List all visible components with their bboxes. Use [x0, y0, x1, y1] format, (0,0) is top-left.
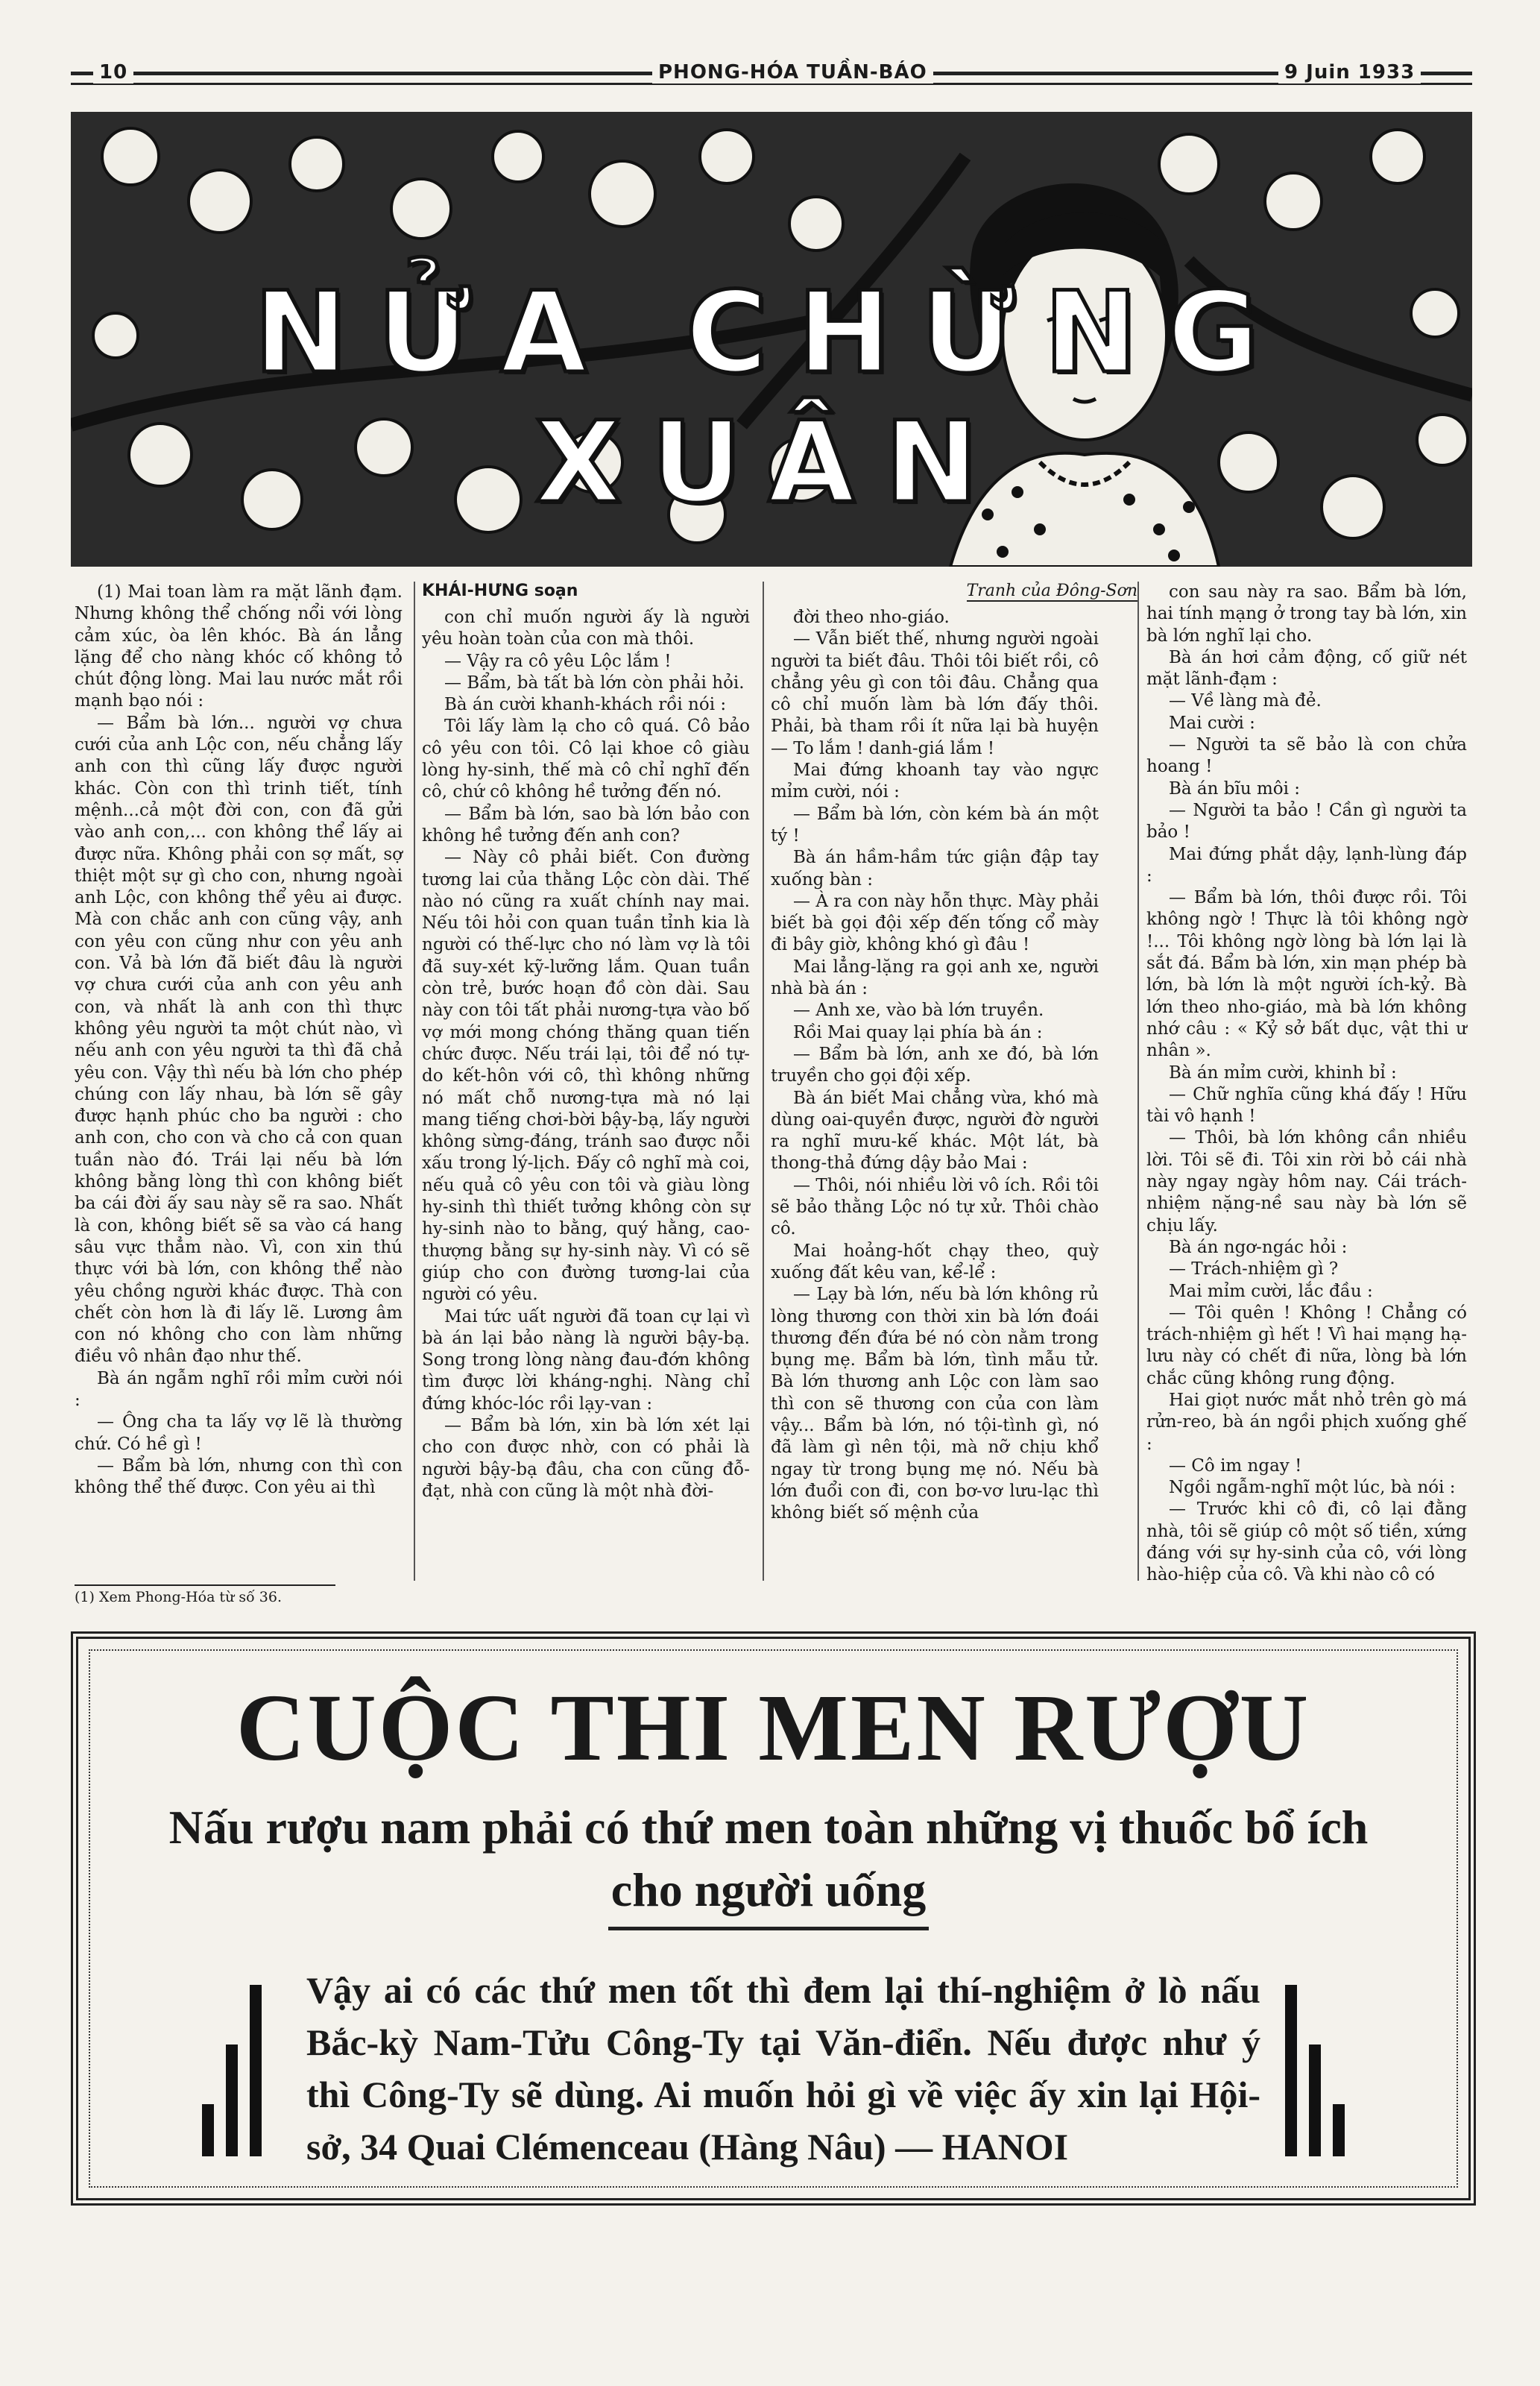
article-column-3	[771, 582, 1099, 1524]
paragraph: Bà án biết Mai chẳng vừa, khó mà dùng oai-quyền được, người đờ người ra nghĩ mưu-kế khác. Một lát, bà thong-thả đứng dậy bảo Mai :	[771, 1088, 1099, 1174]
bar-ornament-right	[1285, 1985, 1345, 2156]
paragraph: Mai mỉm cười, lắc đầu :	[1169, 1281, 1373, 1301]
article-column-4	[1146, 582, 1467, 1587]
paragraph: — Bẩm bà lớn, còn kém bà án một tý !	[771, 804, 1099, 846]
paragraph: Bà án hơi cảm động, cố giữ nét mặt lãnh-đạm :	[1146, 647, 1467, 690]
paragraph: — Vẫn biết thế, nhưng người ngoài người ta biết đâu. Thôi tôi biết rồi, cô chẳng yêu gì con tôi đâu. Chẳng qua cô chỉ muốn làm bà lớn đấy thôi. Phải, bà tham rồi ít nữa lại bà huyện — To lắm ! danh-giá lắm !	[771, 629, 1099, 758]
paragraph: Rồi Mai quay lại phía bà án :	[793, 1022, 1043, 1042]
paragraph: Bà án bĩu môi :	[1169, 778, 1301, 799]
ad-body: Vậy ai có các thứ men tốt thì đem lại thí-nghiệm ở lò nấu Bắc-kỳ Nam-Tửu Công-Ty tại Văn-điển. Nếu được như ý thì Công-Ty sẽ dùng. Ai muốn hỏi gì về việc ấy xin lại Hội-sở, 34 Quai Clémenceau (Hàng Nâu) — HANOI	[306, 1969, 1260, 2168]
paragraph: Mai tức uất người đã toan cự lại vì bà án lại bảo nàng là người bậy-bạ. Song trong lòng nàng đau-đớn không tìm được lời kháng-nghị. Nàng chỉ đứng khóc-lóc rồi lạy-van :	[422, 1306, 750, 1414]
paragraph: — Thôi, nói nhiều lời vô ích. Rồi tôi sẽ bảo thằng Lộc nó tự xử. Thôi chào cô.	[771, 1175, 1099, 1239]
paragraph: con chỉ muốn người ấy là người yêu hoàn toàn của con mà thôi.	[422, 608, 750, 649]
paragraph: Mai lẳng-lặng ra gọi anh xe, người nhà bà án :	[771, 957, 1099, 999]
page-number: 10	[93, 61, 133, 84]
paragraph: — Tôi quên ! Không ! Chẳng có trách-nhiệm gì hết ! Vì hai mạng hạ-lưu này có chết đi nữa, lòng bà lớn chắc cũng không rung động.	[1146, 1303, 1467, 1388]
paragraph: — Bẩm, bà tất bà lớn còn phải hỏi.	[444, 673, 745, 693]
paragraph: Bà án ngẫm nghĩ rồi mỉm cười nói :	[75, 1368, 403, 1410]
paragraph: Bà án hầm-hầm tức giận đập tay xuống bàn :	[771, 848, 1099, 890]
paragraph: — Bẩm bà lớn... người vợ chưa cưới của anh Lộc con, nếu chẳng lấy anh con thì cũng lấy được người khác. Còn con thì trinh tiết, tính mệnh...cả một đời con, con đã gửi vào anh con,... con không thể lấy ai được nữa. Không phải con sợ mất, sợ thiệt một sự gì cho con, nhưng ngoài anh Lộc, con không thể yêu ai được. Mà con chắc anh con cũng vậy, anh con yêu con cũng như con yêu anh con. Vả bà lớn đã biết đâu là người vợ chưa cưới của anh con yêu anh con, và nhất là anh con thì thực không yêu người ta một chút nào, vì nếu anh con yêu người ta thì đã chả yêu con. Vậy thì nếu bà lớn cho phép chúng con lấy nhau, bà lớn sẽ gây được hạnh phúc cho ba người : cho anh con, cho con và cho cả con quan tuần nào đó. Trái lại nếu bà lớn không bằng lòng thì con không biết ba cái đời ấy sau này sẽ ra sao. Nhất là con, không biết sẽ sa vào cá hang sâu vực thẳm nào. Vì, con xin thú thực với bà lớn, con không thể nào yêu chồng người khác được. Thà con chết còn hơn là đi lấy lẽ. Lương âm con nó không cho con làm những điều vô nhân đạo như thế.	[75, 713, 403, 1367]
paragraph: — Anh xe, vào bà lớn truyền.	[793, 1001, 1044, 1021]
article-column-1	[75, 582, 403, 1499]
article-column-2	[422, 582, 750, 1502]
story-title: NỬA CHỪNG XUÂN	[253, 268, 1290, 528]
footnote: (1) Xem Phong-Hóa từ số 36.	[75, 1584, 335, 1605]
paragraph: Ngồi ngẫm-nghĩ một lúc, bà nói :	[1169, 1478, 1456, 1498]
column-divider	[763, 582, 764, 1581]
paragraph: — Cô im ngay !	[1169, 1455, 1302, 1476]
paragraph: Bà án ngơ-ngác hỏi :	[1169, 1237, 1348, 1257]
paragraph: — Trước khi cô đi, cô lại đằng nhà, tôi sẽ giúp cô một số tiền, xứng đáng với sự hy-sinh của cô, với lòng hào-hiệp của cô. Và khi nào cô có	[1146, 1499, 1467, 1585]
paragraph: Bà án cười khanh-khách rồi nói :	[444, 695, 727, 715]
paragraph: — Lạy bà lớn, nếu bà lớn không rủ lòng thương con thời xin bà lớn đoái thương đến đứa bé nó còn nằm trong bụng mẹ. Bẩm bà lớn, tình mẫu tử. Bà lớn thương anh Lộc con làm sao thì con sẽ thương con của con làm vậy... Bẩm bà lớn, nó tội-tình gì, nó đã làm gì nên tội, mà nỡ chịu khổ ngay từ trong bụng mẹ nó. Nếu bà lớn đuổi con đi, con bơ-vơ lưu-lạc thì không biết số mệnh của	[771, 1285, 1099, 1523]
advertisement	[71, 1631, 1476, 2206]
paragraph: — Bẩm bà lớn, anh xe đó, bà lớn truyền cho gọi đội xếp.	[771, 1044, 1099, 1086]
paragraph: — Ông cha ta lấy vợ lẽ là thường chứ. Có hề gì !	[75, 1412, 403, 1454]
paragraph: Mai đứng phắt dậy, lạnh-lùng đáp :	[1146, 844, 1467, 886]
ad-subtitle: Nấu rượu nam phải có thứ men toàn những vị thuốc bổ ích cho người uống	[168, 1801, 1369, 1916]
paragraph: — Người ta bảo ! Cần gì người ta bảo !	[1146, 800, 1467, 843]
publication-title: PHONG-HÓA TUẦN-BÁO	[652, 61, 933, 84]
paragraph: — Người ta sẽ bảo là con chửa hoang !	[1146, 735, 1467, 777]
issue-date: 9 Juin 1933	[1278, 61, 1421, 84]
paragraph: con sau này ra sao. Bẩm bà lớn, hai tính mạng ở trong tay bà lớn, xin bà lớn nghĩ lại cho.	[1146, 582, 1467, 646]
paragraph: — Bẩm bà lớn, thôi được rồi. Tôi không ngờ ! Thực là tôi không ngờ !... Tôi không ngờ lòng bà lớn lại là sắt đá. Bẩm bà lớn, xin mạn phép bà lớn, bà lớn là một người ích-kỷ. Bà lớn theo nho-giáo, mà bà lớn không nhớ câu : « Kỷ sở bất dục, vật thi ư nhân ».	[1146, 888, 1467, 1061]
column-divider	[414, 582, 415, 1581]
ad-divider	[608, 1927, 929, 1930]
story-banner	[71, 112, 1472, 567]
bar-ornament-left	[202, 1985, 262, 2156]
column-divider	[1137, 582, 1139, 1581]
paragraph: Tôi lấy làm lạ cho cô quá. Cô bảo cô yêu con tôi. Cô lại khoe cô giàu lòng hy-sinh, thế mà cô chỉ nghĩ đến cô, chứ cô không hề tưởng đến nó.	[422, 717, 750, 802]
paragraph: — Bẩm bà lớn, xin bà lớn xét lại cho con được nhờ, con có phải là người bậy-bạ đâu, cha con cũng đỗ-đạt, nhà con cũng là một nhà đời-	[422, 1415, 750, 1501]
author: KHÁI-HƯNG soạn	[422, 582, 578, 600]
paragraph: — Trách-nhiệm gì ?	[1169, 1259, 1339, 1279]
illustrator-credit: Tranh của Đông-Sơn	[966, 582, 1137, 600]
paragraph: — Thôi, bà lớn không cần nhiều lời. Tôi sẽ đi. Tôi xin rời bỏ cái nhà này ngay ngày hôm nay. Cái trách-nhiệm nặng-nề sau này bà lớn sẽ chịu lấy.	[1146, 1128, 1467, 1236]
paragraph: Hai giọt nước mắt nhỏ trên gò má rửn-reo, bà án ngồi phịch xuống ghế :	[1146, 1390, 1467, 1454]
paragraph: Bà án mỉm cười, khinh bỉ :	[1169, 1063, 1397, 1083]
paragraph: đời theo nho-giáo.	[793, 608, 950, 627]
paragraph: — Bẩm bà lớn, nhưng con thì con không thể thế được. Con yêu ai thì	[75, 1455, 403, 1498]
paragraph: — Này cô phải biết. Con đường tương lai của thằng Lộc còn dài. Thế nào nó cũng ra xuất chính nay mai. Nếu tôi hỏi con quan tuần tỉnh kia là người có thế-lực cho nó làm vợ là tôi đã suy-xét kỹ-lưỡng lắm. Quan tuần còn trẻ, bước hoạn đồ còn dài. Sau này con tôi tất phải nương-tựa vào bố vợ mới mong chóng thăng quan tiến chức được. Nếu trái lại, tôi để nó tự-do kết-hôn với cô, thì không những nó mất chỗ nương-tựa mà nó lại mang tiếng chơi-bời bậy-bạ, lấy người không sừng-đáng, tránh sao được nỗi xấu trong lý-lịch. Đấy cô nghĩ mà coi, nếu quả cô yêu con tôi và giàu lòng hy-sinh thì thiết tưởng không còn sự hy-sinh nào to bằng, quý hằng, cao-thượng bằng sự hy-sinh này. Vì có sẽ giúp cho con đường tương-lai của người có yêu.	[422, 848, 750, 1305]
paragraph: — Vậy ra cô yêu Lộc lắm !	[444, 651, 672, 671]
ad-border	[89, 1649, 1458, 2188]
paragraph: — À ra con này hỗn thực. Mày phải biết bà gọi đội xếp đến tống cổ mày đi bây giờ, không khó gì đâu !	[771, 891, 1099, 955]
paragraph: Mai hoảng-hốt chạy theo, quỳ xuống đất kêu van, kể-lể :	[771, 1241, 1099, 1282]
article-body	[75, 582, 1476, 1603]
paragraph: (1) Mai toan làm ra mặt lãnh đạm. Nhưng không thể chống nổi với lòng cảm xúc, òa lên khóc. Bà án lẳng lặng để cho nàng khóc cố không tỏ chút động lòng. Mai lau nước mắt rồi mạnh bạo nói :	[75, 582, 403, 711]
ad-title: CUỘC THI MEN RƯỢU	[236, 1675, 1311, 1781]
paragraph: Mai cười :	[1169, 713, 1255, 733]
paragraph: — Bẩm bà lớn, sao bà lớn bảo con không hề tưởng đến anh con?	[422, 804, 750, 846]
page-header	[71, 61, 1472, 88]
paragraph: — Về làng mà đẻ.	[1169, 691, 1322, 711]
paragraph: Mai đứng khoanh tay vào ngực mỉm cười, nói :	[771, 761, 1099, 802]
paragraph: — Chữ nghĩa cũng khá đấy ! Hữu tài vô hạnh !	[1146, 1084, 1467, 1127]
